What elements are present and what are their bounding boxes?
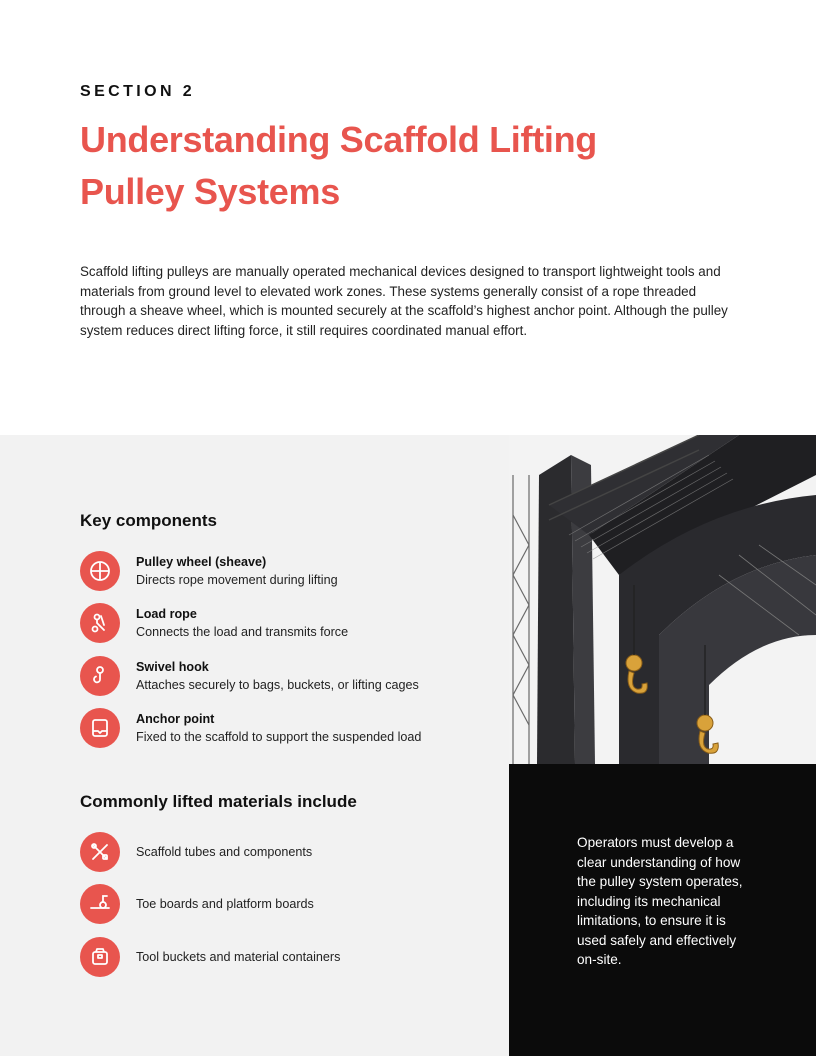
- component-desc: Directs rope movement during lifting: [136, 573, 338, 587]
- component-desc: Connects the load and transmits force: [136, 625, 349, 639]
- components-heading: Key components: [80, 511, 217, 530]
- material-item: [80, 884, 314, 924]
- component-title: Anchor point: [136, 712, 215, 726]
- materials-heading: Commonly lifted materials include: [80, 792, 357, 811]
- component-item: [80, 603, 348, 643]
- container-icon: [80, 937, 120, 977]
- scaffold-crane-photo: [509, 435, 816, 764]
- material-label: Tool buckets and material containers: [136, 950, 341, 964]
- material-item: [80, 832, 312, 872]
- crane-structure-illustration: [509, 435, 816, 764]
- pulley-wheel-icon: [80, 551, 120, 591]
- tools-icon: [80, 832, 120, 872]
- material-label: Scaffold tubes and components: [136, 845, 313, 859]
- component-item: [80, 656, 419, 696]
- component-item: [80, 551, 338, 591]
- component-title: Pulley wheel (sheave): [136, 555, 267, 569]
- component-item: [80, 708, 421, 748]
- intro-paragraph: Scaffold lifting pulleys are manually operated mechanical devices designed to transport lightweight tools and materials from ground level to elevated work zones. These systems generally consist of a rope threaded through a sheave wheel, which is mounted securely at the scaffold’s highest anchor point. Although the pulley system reduces direct lifting force, it still requires coordinated manual effort.: [80, 264, 728, 338]
- rope-icon: [80, 603, 120, 643]
- hook-icon: [80, 656, 120, 696]
- component-desc: Attaches securely to bags, buckets, or lifting cages: [136, 678, 419, 692]
- material-item: [80, 937, 340, 977]
- material-label: Toe boards and platform boards: [136, 897, 314, 911]
- section-label: SECTION 2: [80, 83, 196, 100]
- component-desc: Fixed to the scaffold to support the suspended load: [136, 730, 422, 744]
- component-title: Swivel hook: [136, 660, 209, 674]
- page-title: Understanding Scaffold Lifting Pulley Systems: [80, 119, 597, 212]
- callout-panel: [509, 764, 816, 1056]
- board-icon: [80, 884, 120, 924]
- component-title: Load rope: [136, 607, 197, 621]
- callout-text: Operators must develop a clear understanding of how the pulley system operates, including its mechanical limitations, to ensure it is used safely and effectively on-site.: [577, 835, 743, 967]
- anchor-point-icon: [80, 708, 120, 748]
